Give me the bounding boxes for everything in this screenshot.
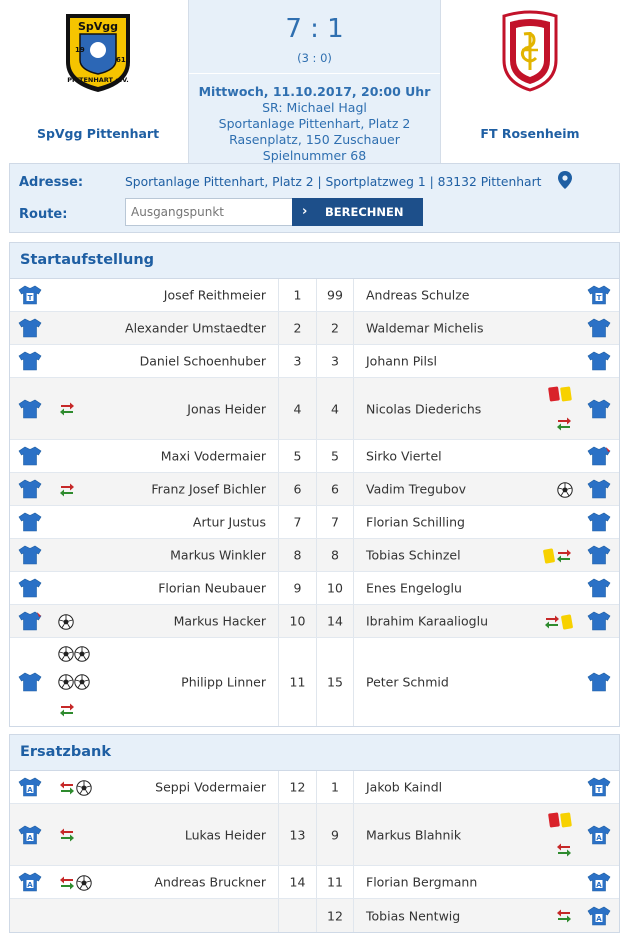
- away-shirt-number-cell: [316, 638, 354, 726]
- player-row: [10, 804, 619, 866]
- away-player-name[interactable]: Peter Schmid: [366, 674, 449, 690]
- home-shirt-icon: [18, 318, 42, 338]
- away-player-name[interactable]: Markus Blahnik: [366, 827, 462, 842]
- home-shirt-number: 10: [289, 613, 306, 629]
- home-shirt-number-cell: [278, 473, 316, 505]
- home-shirt-number: 11: [289, 674, 306, 690]
- away-shirt-number: 15: [327, 674, 343, 690]
- away-shirt-number: 14: [327, 613, 343, 629]
- sub-out-icon: [555, 548, 573, 564]
- player-row: [10, 378, 619, 440]
- away-shirt-number-cell: [316, 771, 354, 803]
- lineup-section: [9, 242, 620, 727]
- sub-in-icon: [58, 780, 76, 796]
- player-row: [10, 440, 619, 473]
- home-shirt-number: 13: [289, 827, 306, 842]
- bench-rows: [10, 771, 619, 932]
- match-info-box: [188, 0, 441, 163]
- calculate-route-label: BERECHNEN: [325, 205, 404, 219]
- goal-icon: [557, 482, 573, 498]
- home-shirt-icon: [18, 285, 42, 305]
- away-shirt-number: 6: [331, 481, 339, 497]
- goal-icon: [76, 780, 92, 796]
- home-shirt-icon: [18, 545, 42, 565]
- route-label: Route:: [19, 207, 68, 222]
- away-shirt-number-cell: [316, 605, 354, 637]
- home-shirt-number: 6: [293, 481, 302, 497]
- home-player-name[interactable]: Franz Josef Bichler: [151, 481, 266, 497]
- away-shirt-icon: [587, 906, 611, 926]
- away-shirt-icon: [587, 351, 611, 371]
- away-shirt-number-cell: [316, 378, 354, 439]
- home-shirt-number-cell: [278, 279, 316, 311]
- away-player-name[interactable]: Tobias Nentwig: [366, 908, 461, 923]
- home-shirt-number: 4: [293, 401, 302, 416]
- svg-text:61: 61: [116, 56, 126, 64]
- home-shirt-number-cell: [278, 378, 316, 439]
- svg-text:A: A: [596, 914, 602, 923]
- player-row: [10, 605, 619, 638]
- sub-in-icon: [58, 827, 76, 843]
- yellow-card-icon: [561, 614, 573, 630]
- home-team[interactable]: [9, 0, 187, 163]
- yellow-card-icon: [543, 548, 555, 564]
- home-player-name[interactable]: Jonas Heider: [187, 401, 266, 416]
- away-shirt-number-cell: [316, 866, 354, 898]
- home-shirt-number-cell: [278, 312, 316, 344]
- away-shirt-number: 5: [331, 448, 339, 464]
- away-shirt-icon: [587, 777, 611, 797]
- player-row: [10, 866, 619, 899]
- home-shirt-number: 2: [293, 320, 302, 336]
- away-team[interactable]: [441, 0, 619, 163]
- home-shirt-number-cell: [278, 572, 316, 604]
- away-shirt-number: 99: [327, 287, 343, 303]
- home-shirt-number: 14: [289, 874, 306, 890]
- away-shirt-icon: [587, 285, 611, 305]
- away-shirt-number-cell: [316, 539, 354, 571]
- chevron-right-icon: ›: [302, 204, 308, 219]
- home-shirt-icon: [18, 872, 42, 892]
- away-shirt-number-cell: [316, 312, 354, 344]
- home-shirt-number-cell: [278, 899, 316, 932]
- away-player-name[interactable]: Jakob Kaindl: [366, 779, 443, 795]
- home-shirt-number-cell: [278, 440, 316, 472]
- route-start-input[interactable]: [125, 198, 293, 226]
- svg-text:PITTENHART e.V.: PITTENHART e.V.: [67, 76, 129, 84]
- home-shirt-icon: [18, 399, 42, 419]
- svg-text:19: 19: [75, 46, 85, 54]
- halftime-score: (3 : 0): [297, 51, 332, 65]
- svg-text:A: A: [596, 881, 602, 889]
- away-shirt-number: 9: [331, 827, 339, 842]
- venue: Sportanlage Pittenhart, Platz 2: [218, 116, 411, 131]
- sub-out-icon: [58, 702, 76, 718]
- away-shirt-number-cell: [316, 440, 354, 472]
- home-shirt-number-cell: [278, 866, 316, 898]
- home-shirt-icon: [18, 479, 42, 499]
- map-pin-icon[interactable]: [558, 171, 572, 189]
- home-shirt-number-cell: [278, 804, 316, 865]
- away-player-name[interactable]: Florian Schilling: [366, 514, 465, 530]
- bench-section: [9, 734, 620, 933]
- player-row: [10, 539, 619, 572]
- goal-icon: [74, 674, 90, 690]
- away-shirt-number-cell: [316, 279, 354, 311]
- home-player-name[interactable]: Josef Reithmeier: [163, 287, 266, 303]
- match-details: [189, 84, 440, 164]
- home-shirt-number: 7: [293, 514, 302, 530]
- away-shirt-icon: [587, 611, 611, 631]
- home-player-name[interactable]: Maxi Vodermaier: [160, 448, 266, 464]
- svg-text:T: T: [596, 786, 602, 794]
- sub-out-icon: [58, 401, 76, 417]
- home-shirt-icon: [18, 446, 42, 466]
- away-player-name[interactable]: Andreas Schulze: [366, 287, 470, 303]
- player-row: [10, 899, 619, 932]
- away-shirt-number-cell: [316, 804, 354, 865]
- sub-out-icon: [555, 416, 573, 432]
- home-shirt-number-cell: [278, 638, 316, 726]
- red-yellow-card-icon: [547, 386, 573, 402]
- goal-icon: [76, 875, 92, 891]
- away-shirt-icon: [587, 545, 611, 565]
- home-team-logo[interactable]: [58, 10, 138, 94]
- address-label: Adresse:: [19, 175, 84, 190]
- home-player-name[interactable]: Lukas Heider: [184, 827, 266, 842]
- final-score: 7 : 1: [285, 14, 344, 44]
- divider: [189, 73, 440, 74]
- home-team-name[interactable]: SpVgg Pittenhart: [36, 126, 160, 141]
- home-shirt-icon: [18, 672, 42, 692]
- player-row: [10, 279, 619, 312]
- home-shirt-number-cell: [278, 771, 316, 803]
- away-player-name[interactable]: Johann Pilsl: [366, 353, 437, 369]
- home-shirt-number: 8: [293, 547, 302, 563]
- home-shirt-number-cell: [278, 506, 316, 538]
- away-shirt-number: 12: [327, 908, 343, 923]
- surface-attendance: Rasenplatz, 150 Zuschauer: [229, 132, 400, 147]
- home-player-name[interactable]: Artur Justus: [192, 514, 266, 530]
- home-player-name[interactable]: Seppi Vodermaier: [155, 779, 266, 795]
- match-date: Mittwoch, 11.10.2017, 20:00 Uhr: [198, 84, 431, 99]
- home-player-name[interactable]: Daniel Schoenhuber: [139, 353, 266, 369]
- bench-title: Ersatzbank: [10, 735, 619, 771]
- home-player-name[interactable]: Markus Hacker: [173, 613, 266, 629]
- away-shirt-number: 3: [331, 353, 339, 369]
- away-shirt-icon: [587, 446, 611, 466]
- away-team-logo[interactable]: [490, 10, 570, 94]
- goal-icon: [58, 614, 74, 630]
- home-shirt-number: 5: [293, 448, 302, 464]
- red-yellow-card-icon: [547, 812, 573, 828]
- sub-out-icon: [58, 482, 76, 498]
- player-row: [10, 771, 619, 804]
- svg-text:SpVgg: SpVgg: [77, 20, 119, 33]
- home-shirt-number-cell: [278, 605, 316, 637]
- home-shirt-number-cell: [278, 345, 316, 377]
- sub-in-icon: [58, 875, 76, 891]
- away-team-name[interactable]: FT Rosenheim: [480, 126, 580, 141]
- away-shirt-icon: [587, 578, 611, 598]
- away-shirt-number-cell: [316, 506, 354, 538]
- player-row: [10, 312, 619, 345]
- home-shirt-number: 3: [293, 353, 302, 369]
- player-row: [10, 473, 619, 506]
- away-shirt-number: 10: [327, 580, 343, 596]
- player-row: [10, 572, 619, 605]
- away-shirt-icon: [587, 512, 611, 532]
- home-shirt-icon: [18, 611, 42, 631]
- away-player-name[interactable]: Enes Engeloglu: [366, 580, 462, 596]
- referee: SR: Michael Hagl: [262, 100, 367, 115]
- home-shirt-icon: [18, 351, 42, 371]
- away-shirt-number-cell: [316, 899, 354, 932]
- svg-text:T: T: [27, 294, 33, 302]
- away-shirt-number: 4: [331, 401, 339, 416]
- away-shirt-icon: [587, 825, 611, 845]
- away-shirt-number: 8: [331, 547, 339, 563]
- home-shirt-number: 12: [289, 779, 306, 795]
- sub-in-icon: [555, 842, 573, 858]
- home-player-name[interactable]: Markus Winkler: [170, 547, 266, 563]
- home-shirt-number-cell: [278, 539, 316, 571]
- away-shirt-number-cell: [316, 473, 354, 505]
- away-player-name[interactable]: Florian Bergmann: [366, 874, 478, 890]
- home-player-name[interactable]: Andreas Bruckner: [154, 874, 266, 890]
- away-player-name[interactable]: Waldemar Michelis: [366, 320, 484, 336]
- svg-text:A: A: [596, 833, 602, 842]
- home-shirt-icon: [18, 777, 42, 797]
- svg-text:A: A: [27, 833, 33, 842]
- home-shirt-icon: [18, 825, 42, 845]
- svg-text:A: A: [27, 881, 33, 889]
- address-panel: [9, 163, 620, 233]
- calculate-route-button[interactable]: [292, 198, 423, 226]
- svg-text:A: A: [27, 786, 33, 794]
- goal-icon: [58, 674, 74, 690]
- home-player-name[interactable]: Florian Neubauer: [158, 580, 266, 596]
- address-text[interactable]: Sportanlage Pittenhart, Platz 2 | Sportplatzweg 1 | 83132 Pittenhart: [125, 175, 542, 189]
- svg-text:T: T: [596, 294, 602, 302]
- away-player-name[interactable]: Vadim Tregubov: [366, 481, 466, 497]
- home-shirt-icon: [18, 578, 42, 598]
- away-player-name[interactable]: Nicolas Diederichs: [366, 401, 482, 416]
- away-shirt-number: 11: [327, 874, 343, 890]
- away-player-name[interactable]: Sirko Viertel: [366, 448, 442, 464]
- home-shirt-icon: [18, 512, 42, 532]
- away-shirt-icon: [587, 479, 611, 499]
- away-shirt-number: 7: [331, 514, 339, 530]
- away-player-name[interactable]: Tobias Schinzel: [366, 547, 461, 563]
- player-row: [10, 345, 619, 378]
- away-shirt-icon: [587, 318, 611, 338]
- sub-in-icon: [555, 908, 573, 924]
- match-number: Spielnummer 68: [262, 148, 367, 163]
- goal-icon: [58, 646, 74, 662]
- sub-out-icon: [543, 614, 561, 630]
- away-shirt-number-cell: [316, 572, 354, 604]
- away-shirt-icon: [587, 672, 611, 692]
- goal-icon: [74, 646, 90, 662]
- player-row: [10, 506, 619, 539]
- away-shirt-number-cell: [316, 345, 354, 377]
- home-shirt-number: 9: [293, 580, 302, 596]
- home-player-name[interactable]: Philipp Linner: [181, 674, 266, 690]
- player-row: [10, 638, 619, 726]
- match-header: [9, 0, 620, 163]
- away-shirt-number: 1: [331, 779, 339, 795]
- away-shirt-icon: [587, 399, 611, 419]
- lineup-title: Startaufstellung: [10, 243, 619, 279]
- lineup-rows: [10, 279, 619, 726]
- away-shirt-icon: [587, 872, 611, 892]
- away-player-name[interactable]: Ibrahim Karaalioglu: [366, 613, 488, 629]
- away-shirt-number: 2: [331, 320, 339, 336]
- home-shirt-number: 1: [293, 287, 302, 303]
- home-player-name[interactable]: Alexander Umstaedter: [125, 320, 266, 336]
